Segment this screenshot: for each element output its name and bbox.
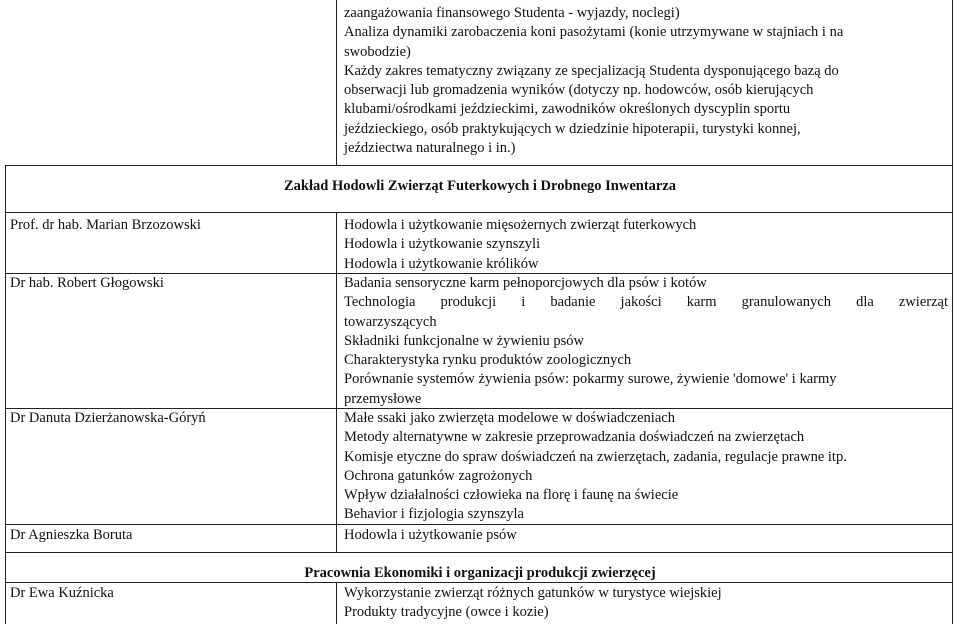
topic-line: Analiza dynamiki zarobaczenia koni pasożytami (konie utrzymywane w stajniach i na — [344, 24, 844, 41]
subsection-heading: Pracownia Ekonomiki i organizacji produkcji zwierzęcej — [304, 565, 656, 581]
table-border-left-top — [336, 0, 337, 165]
supervisor-name: Dr Agnieszka Boruta — [10, 527, 133, 543]
table-row-divider — [5, 582, 952, 583]
table-border-top-section — [5, 165, 952, 166]
topic-line: Charakterystyka rynku produktów zoologicznych — [344, 352, 632, 369]
topic-line: przemysłowe — [344, 390, 422, 407]
table-border-right-top — [952, 0, 953, 165]
section-heading: Zakład Hodowli Zwierząt Futerkowych i Drobnego Inwentarza — [283, 178, 677, 194]
topic-line: Hodowla i użytkowanie królików — [344, 255, 539, 272]
topic-line: Każdy zakres tematyczny związany ze specjalizacją Studenta dysponującego bazą do — [344, 62, 839, 79]
topic-line: jeździeckiego, osób praktykujących w dziedzinie hipoterapii, turystyki konnej, — [344, 120, 801, 137]
topic-line: Hodowla i użytkowanie szynszyli — [344, 236, 541, 253]
topic-list — [344, 526, 948, 545]
topic-list — [344, 274, 948, 409]
topic-list-continued — [344, 4, 924, 158]
topic-line: obserwacji lub gromadzenia wyników (dotyczy np. hodowców, osób kierujących — [344, 82, 814, 99]
topic-line: Metody alternatywne w zakresie przeprowadzania doświadczeń na zwierzętach — [344, 429, 805, 446]
topic-line: Produkty tradycyjne (owce i kozie) — [344, 604, 549, 621]
topic-line: Komisje etyczne do spraw doświadczeń na zwierzętach, zadania, regulacje prawne itp. — [344, 448, 847, 465]
topic-line: zaangażowania finansowego Studenta - wyjazdy, noclegi) — [344, 5, 680, 21]
table-row-divider — [5, 552, 952, 553]
topic-line: klubami/ośrodkami jeździeckimi, zawodników określonych dyscyplin sportu — [344, 101, 791, 118]
topic-line: towarzyszących — [344, 313, 437, 330]
topic-line: Technologia produkcji i badanie jakości karm granulowanych dla zwierząt — [344, 294, 948, 311]
table-column-divider — [336, 582, 337, 624]
table-column-divider — [336, 212, 337, 552]
topic-list — [344, 584, 948, 623]
topic-line: Wykorzystanie zwierząt różnych gatunków w turystyce wiejskiej — [344, 585, 722, 601]
table-border-left — [5, 165, 6, 624]
supervisor-name: Dr hab. Robert Głogowski — [10, 275, 164, 291]
table-border-below-heading — [5, 212, 952, 213]
topic-line: Hodowla i użytkowanie psów — [344, 527, 517, 543]
topic-line: Ochrona gatunków zagrożonych — [344, 467, 533, 484]
topic-list — [344, 409, 948, 525]
topic-line: swobodzie) — [344, 43, 411, 60]
topic-line: Porównanie systemów żywienia psów: pokarmy surowe, żywienie 'domowe' i karmy — [344, 371, 837, 388]
supervisor-name: Prof. dr hab. Marian Brzozowski — [10, 217, 201, 233]
topic-line: Wpływ działalności człowieka na florę i faunę na świecie — [344, 487, 679, 504]
topic-line: jeździectwa naturalnego i in.) — [344, 140, 516, 157]
topic-line: Behavior i fizjologia szynszyla — [344, 506, 524, 523]
topic-line: Składniki funkcjonalne w żywieniu psów — [344, 332, 585, 349]
topic-line: Hodowla i użytkowanie mięsożernych zwierząt futerkowych — [344, 217, 697, 233]
topic-line: Małe ssaki jako zwierzęta modelowe w doświadczeniach — [344, 410, 675, 426]
table-border-right — [952, 165, 953, 624]
supervisor-name: Dr Ewa Kuźnicka — [10, 585, 114, 601]
supervisor-name: Dr Danuta Dzierżanowska-Góryń — [10, 410, 206, 426]
topic-list — [344, 216, 948, 274]
topic-line: Badania sensoryczne karm pełnoporcjowych dla psów i kotów — [344, 275, 707, 291]
